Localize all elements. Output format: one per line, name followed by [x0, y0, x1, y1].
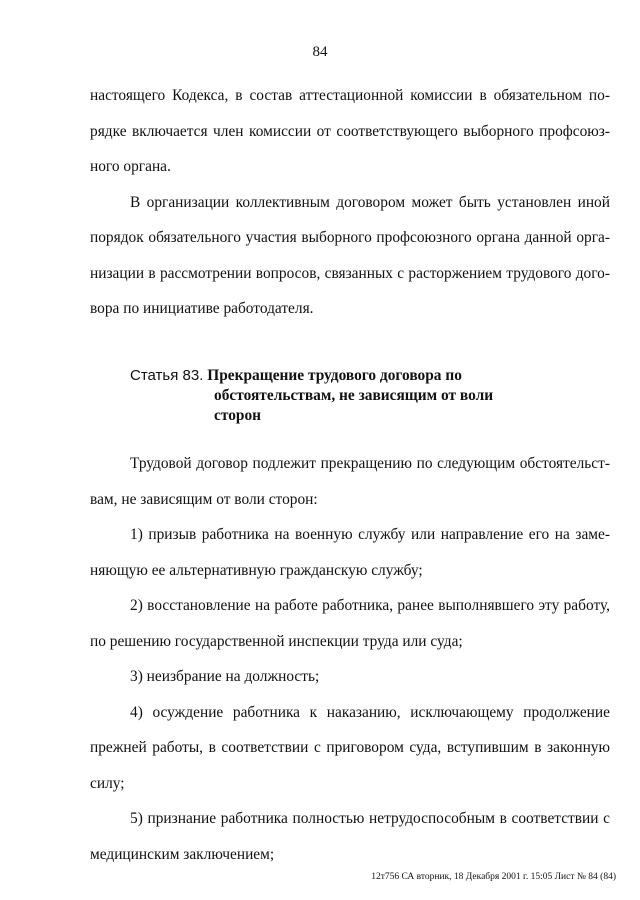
text-line: Трудовой договор подлежит прекращению по следующим обстоятельст- [130, 455, 610, 472]
article-number: Статья 83. [130, 367, 204, 384]
document-body-top [90, 78, 610, 327]
paragraph [90, 78, 610, 185]
article-heading [130, 366, 600, 426]
article-title-line: сторон [214, 407, 262, 424]
text-line: ного органа. [90, 158, 171, 175]
text-line: прежней работы, в соответствии с приговором суда, вступившим в законную [90, 739, 610, 756]
text-line: 1) призыв работника на военную службу или направление его на заме- [130, 526, 610, 543]
page-number: 84 [312, 44, 328, 60]
list-item [90, 517, 610, 588]
document-body-bottom [90, 446, 610, 872]
text-line: В организации коллективным договором может быть установлен иной [130, 193, 610, 211]
text-line: вора по инициативе работодателя. [90, 300, 314, 317]
text-line: 4) осуждение работника к наказанию, исключающему продолжение [130, 703, 610, 721]
text-line: силу; [90, 774, 125, 792]
text-line: по решению государственной инспекции труда или суда; [90, 632, 463, 650]
text-line: вам, не зависящим от воли сторон: [90, 490, 318, 508]
text-line: 3) неизбрание на должность; [130, 668, 320, 685]
article-title-line: обстоятельствам, не зависящим от воли [214, 387, 494, 404]
text-line: няющую ее альтернативную гражданскую службу; [90, 561, 423, 579]
list-item [90, 659, 610, 695]
page-footer: 12т756 СА вторник, 18 Декабря 2001 г. 15:05 Лист № 84 (84) [371, 872, 616, 882]
text-line: 5) признание работника полностью нетрудоспособным в соответствии с [130, 810, 610, 827]
text-line: настоящего Кодекса, в состав аттестационной комиссии в обязательном по- [90, 87, 610, 104]
article-title-line: Прекращение трудового договора по [207, 367, 462, 384]
text-line: 2) восстановление на работе работника, ранее выполнявшего эту работу, [130, 597, 610, 614]
list-item [90, 801, 610, 872]
text-line: порядок обязательного участия выборного профсоюзного органа данной орга- [90, 229, 610, 246]
text-line: рядке включается член комиссии от соответствующего выборного профсоюз- [90, 122, 610, 140]
text-line: медицинским заключением; [90, 845, 275, 863]
text-line: низации в рассмотрении вопросов, связанных с расторжением трудового дого- [90, 264, 610, 282]
paragraph [90, 185, 610, 327]
paragraph [90, 446, 610, 517]
list-item [90, 695, 610, 802]
list-item [90, 588, 610, 659]
